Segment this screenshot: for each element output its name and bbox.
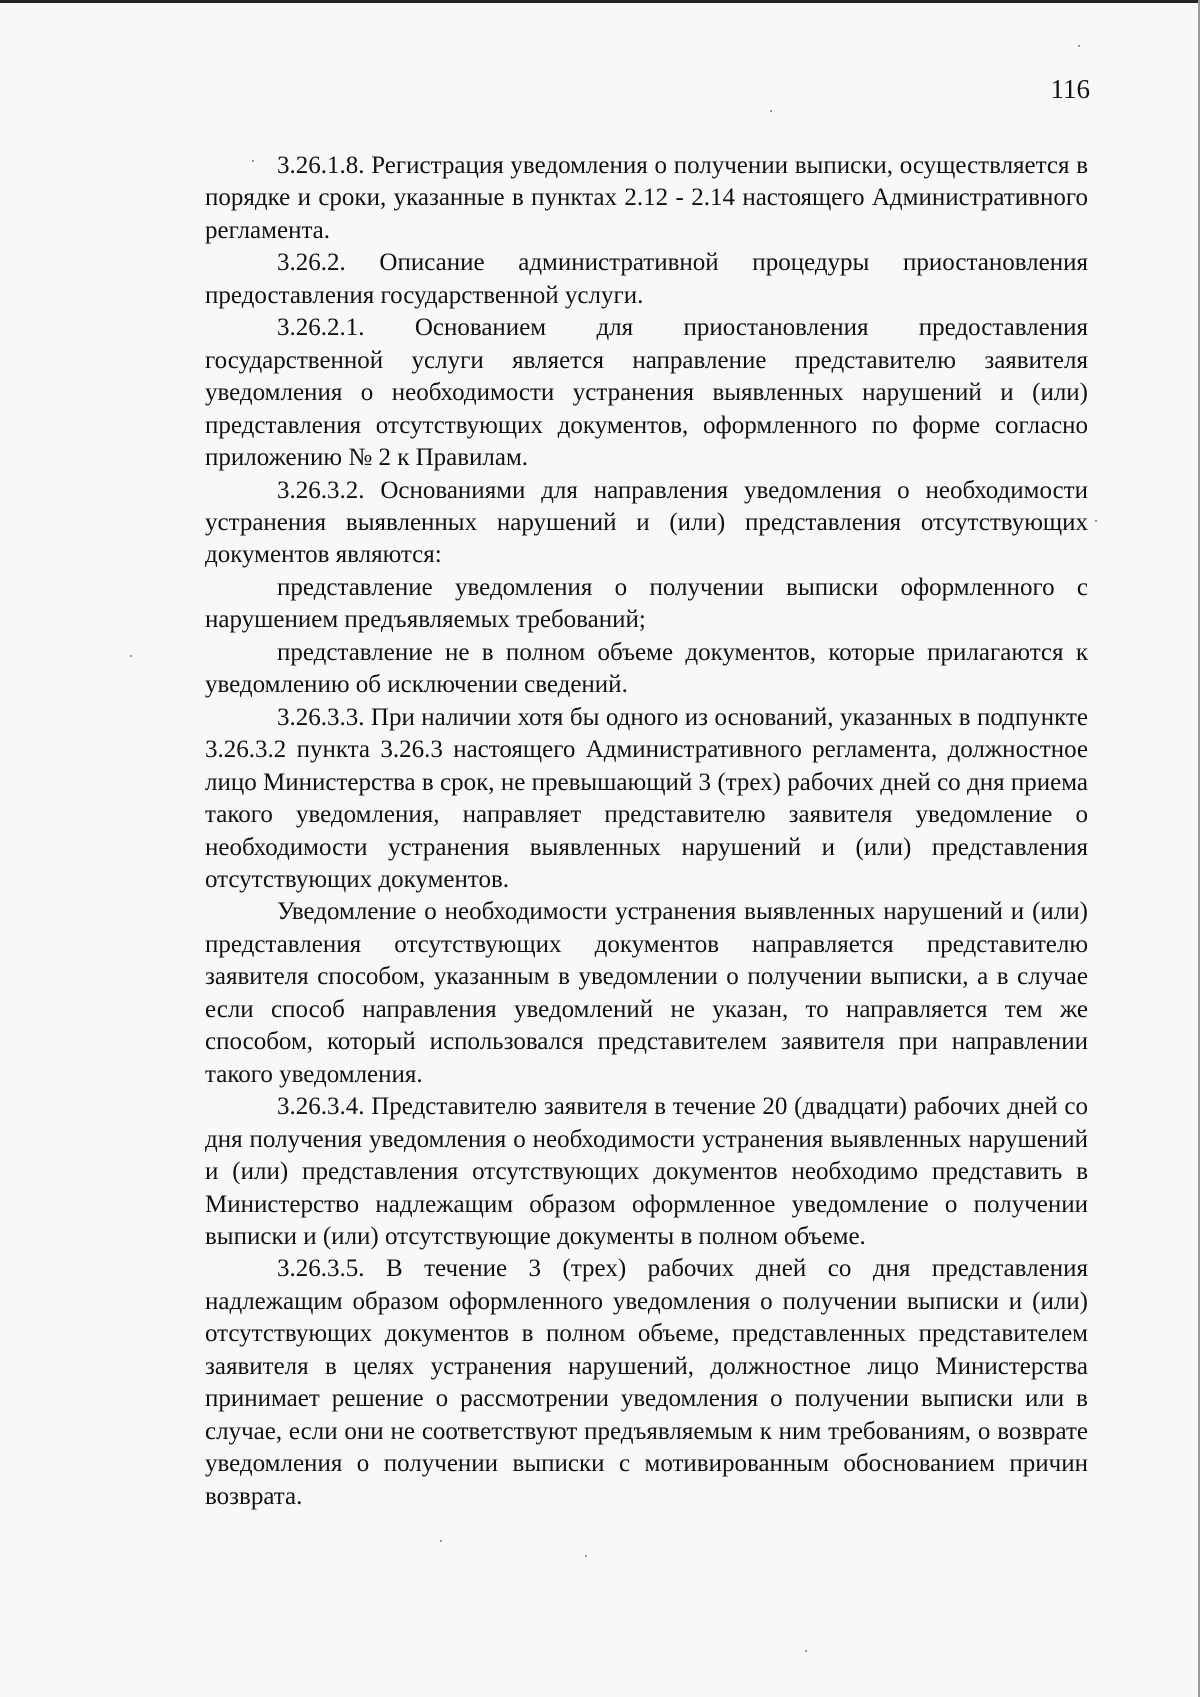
paragraph-3-26-3-4: 3.26.3.4. Представителю заявителя в течение 20 (двадцати) рабочих дней со дня получения уведомления о необходимости устранения выявленных нарушений и (или) представления отсутствующих документов необходимо представить в Министерство надлежащим образом оформленное уведомление о получении выписки и (или) отсутствующие документы в полном объеме. [205,1093,1088,1250]
paragraph-3-26-2: 3.26.2. Описание административной процедуры приостановления предоставления государственной услуги. [205,249,1088,309]
page-number: 116 [1050,74,1090,104]
scan-speck [1095,520,1097,522]
scan-speck [805,1650,807,1652]
document-body [205,150,1088,1513]
paragraph-3-26-3-3: 3.26.3.3. При наличии хотя бы одного из оснований, указанных в подпункте 3.26.3.2 пункта 3.26.3 настоящего Административного регламента, должностное лицо Министерства в срок, не превышающий 3 (трех) рабочих дней со дня приема такого уведомления, направляет представителю заявителя уведомление о необходимости устранения выявленных нарушений и (или) представления отсутствующих документов. [205,703,1088,893]
list-item-ground-2: представление не в полном объеме документов, которые прилагаются к уведомлению об исключении сведений. [205,638,1088,699]
paragraph-3-26-3-2: 3.26.3.2. Основаниями для направления уведомления о необходимости устранения выявленных нарушений и (или) представления отсутствующих документов являются: [205,476,1088,569]
paragraph-3-26-3-5: 3.26.3.5. В течение 3 (трех) рабочих дней со дня представления надлежащим образом оформленного уведомления о получении выписки и (или) отсутствующих документов в полном объеме, представленных представителем заявителя в целях устранения нарушений, должностное лицо Министерства принимает решение о рассмотрении уведомления о получении выписки или в случае, если они не соответствуют предъявляемым к ним требованиям, о возврате уведомления о получении выписки с мотивированным обоснованием причин возврата. [205,1255,1088,1510]
scan-speck [130,655,132,657]
scan-speck [770,110,772,112]
paragraph-3-26-2-1: 3.26.2.1. Основанием для приостановления предоставления государственной услуги является направление представителю заявителя уведомления о необходимости устранения выявленных нарушений и (или) представления отсутствующих документов, оформленного по форме согласно приложению № 2 к Правилам. [205,314,1088,472]
list-item-ground-1: представление уведомления о получении выписки оформленного с нарушением предъявляемых требований; [205,573,1088,634]
scan-top-edge [0,0,1200,3]
paragraph-3-26-1-8: 3.26.1.8. Регистрация уведомления о получении выписки, осуществляется в порядке и сроки, указанные в пунктах 2.12 - 2.14 настоящего Административного регламента. [205,152,1088,244]
scan-speck [440,1540,442,1542]
scan-speck [1078,45,1080,47]
scan-speck [585,1555,587,1557]
paragraph-notification-delivery: Уведомление о необходимости устранения выявленных нарушений и (или) представления отсутствующих документов направляется представителю заявителя способом, указанным в уведомлении о получении выписки, а в случае если способ направления уведомлений не указан, то направляется тем же способом, который использовался представителем заявителя при направлении такого уведомления. [205,898,1088,1088]
